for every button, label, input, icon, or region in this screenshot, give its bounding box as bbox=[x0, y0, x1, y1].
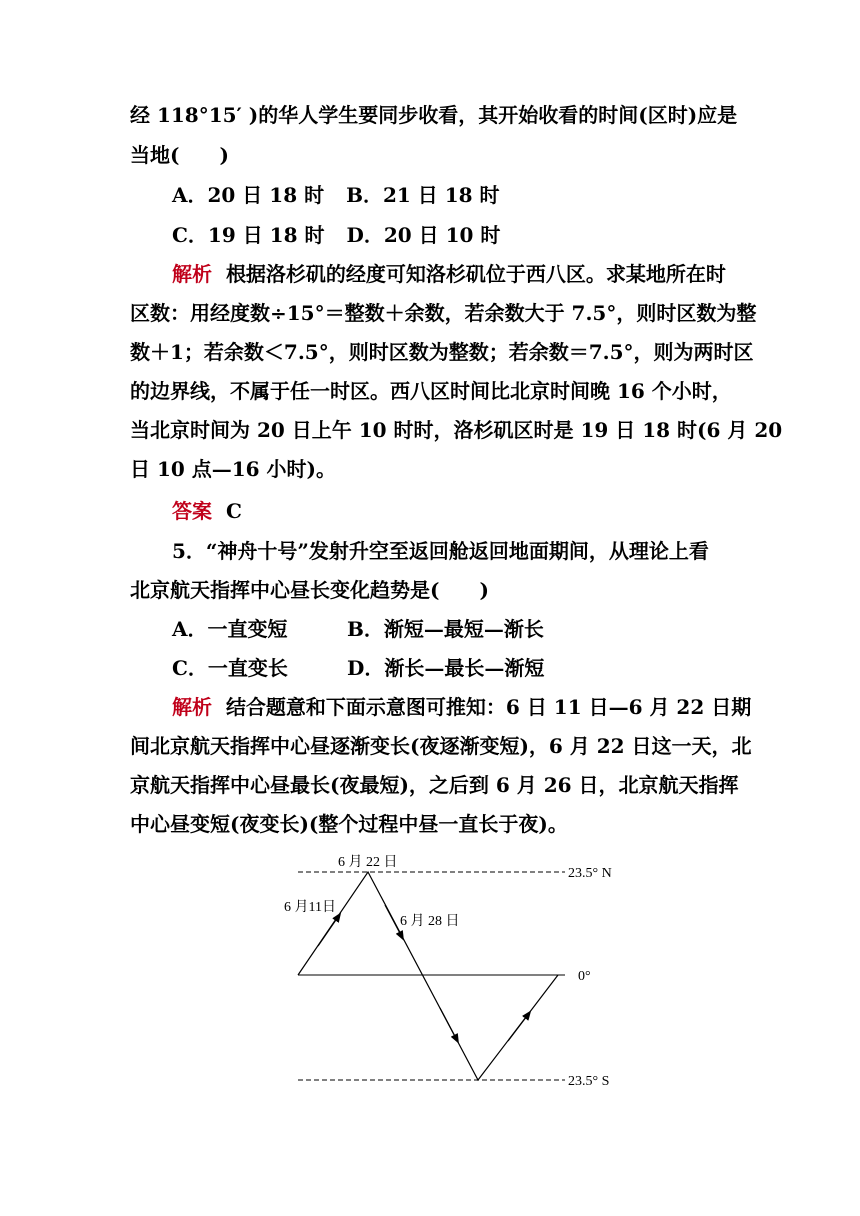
q5-option-d: D．渐长—最长—渐短 bbox=[347, 656, 545, 680]
q4-analysis-text-1: 根据洛杉矶的经度可知洛杉矶位于西八区。求某地所在时 bbox=[225, 262, 726, 286]
q5-analysis-line-2: 间北京航天指挥中心昼逐渐变长(夜逐渐变短)，6 月 22 日这一天，北 bbox=[130, 734, 752, 758]
q4-option-a: A．20 日 18 时 bbox=[172, 183, 325, 207]
q4-option-c: C．19 日 18 时 bbox=[172, 223, 325, 247]
label-23-5-s: 23.5° S bbox=[568, 1074, 610, 1089]
q4-analysis-line-4: 的边界线，不属于任一时区。西八区时间比北京时间晚 16 个小时， bbox=[130, 379, 732, 403]
label-jun22: 6 月 22 日 bbox=[338, 855, 398, 870]
q5-line-1: 5．“神舟十号”发射升空至返回舱返回地面期间，从理论上看 bbox=[172, 539, 709, 563]
q4-answer-value: C bbox=[225, 499, 242, 523]
label-jun28: 6 月 28 日 bbox=[400, 914, 460, 929]
q5-option-a: A．一直变短 bbox=[172, 617, 288, 641]
q5-analysis-line-3: 京航天指挥中心昼最长(夜最短)，之后到 6 月 26 日，北京航天指挥 bbox=[130, 773, 739, 797]
arrow-down-south bbox=[440, 1008, 458, 1042]
q4-analysis-label: 解析 bbox=[172, 262, 212, 286]
q4-option-d: D．20 日 10 时 bbox=[346, 223, 501, 247]
q5-option-c: C．一直变长 bbox=[172, 656, 288, 680]
label-equator: 0° bbox=[578, 969, 591, 984]
q5-line-2: 北京航天指挥中心昼长变化趋势是( ) bbox=[130, 578, 489, 602]
q4-analysis-line-6: 日 10 点—16 小时)。 bbox=[130, 457, 337, 481]
q4-line-2: 当地( ) bbox=[130, 143, 229, 167]
q4-analysis-line-2: 区数：用经度数÷15°＝整数＋余数，若余数大于 7.5°，则时区数为整 bbox=[130, 301, 757, 325]
arrow-up-return bbox=[508, 1012, 530, 1041]
label-23-5-n: 23.5° N bbox=[568, 866, 612, 881]
sun-path-line bbox=[298, 872, 558, 1080]
q4-analysis-line-5: 当北京时间为 20 日上午 10 时时，洛杉矶区时是 19 日 18 时(6 月 20 bbox=[130, 418, 783, 442]
arrow-jun11 bbox=[318, 914, 340, 946]
q4-line-1: 经 118°15′ )的华人学生要同步收看，其开始收看的时间(区时)应是 bbox=[130, 103, 738, 127]
q5-analysis-line-4: 中心昼变短(夜变长)(整个过程中昼一直长于夜)。 bbox=[130, 812, 568, 836]
q4-analysis-line-3: 数＋1；若余数＜7.5°，则时区数为整数；若余数＝7.5°，则为两时区 bbox=[130, 340, 754, 364]
q4-answer-label: 答案 bbox=[172, 499, 212, 523]
q5-analysis-text-1: 结合题意和下面示意图可推知：6 日 11 日—6 月 22 日期 bbox=[225, 695, 752, 719]
q4-option-b: B．21 日 18 时 bbox=[346, 183, 500, 207]
q5-analysis-label: 解析 bbox=[172, 695, 212, 719]
q5-option-b: B．渐短—最短—渐长 bbox=[347, 617, 544, 641]
label-jun11: 6 月11日 bbox=[284, 900, 336, 915]
